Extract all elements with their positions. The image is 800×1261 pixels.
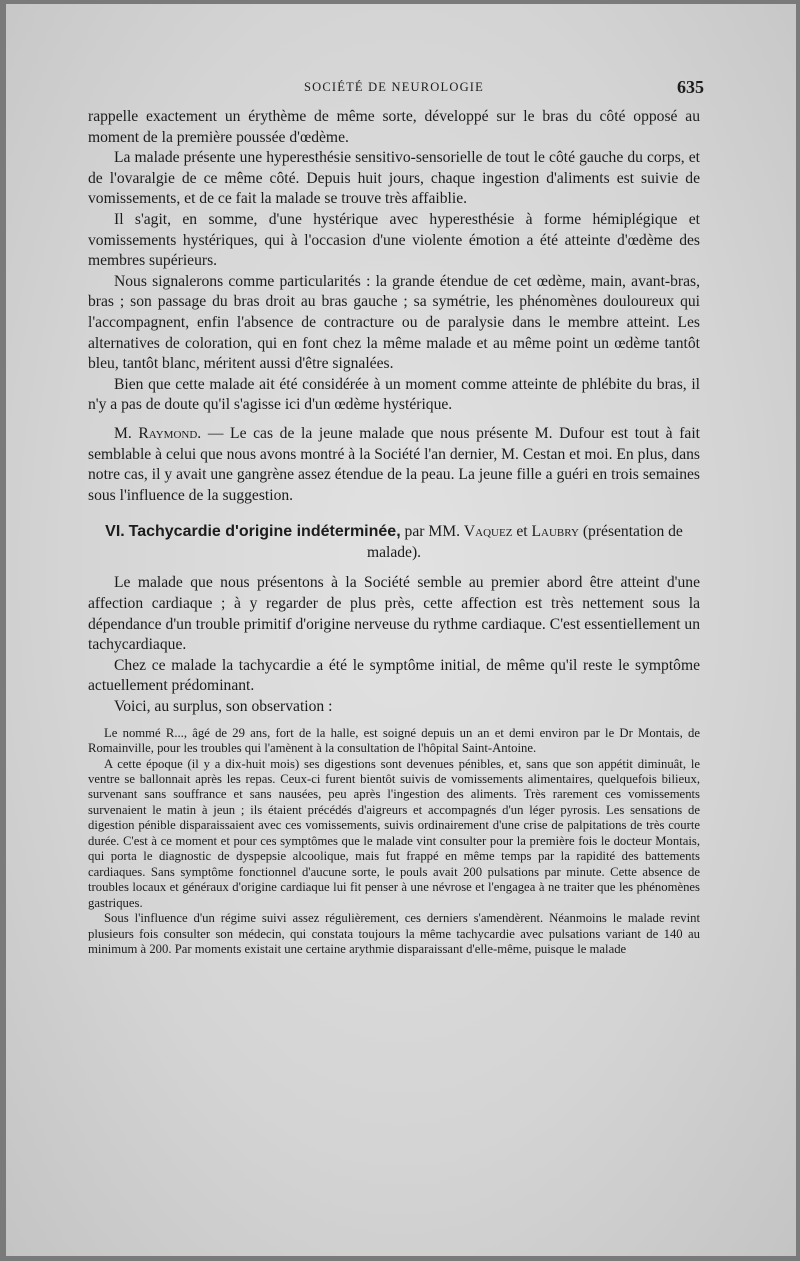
raymond-comment — [88, 424, 700, 506]
raymond-text: — Le cas de la jeune malade que nous présente M. Dufour est tout à fait semblable à celui que nous avons montré à la Société l'an dernier, M. Cestan et moi. En plus, dans notre cas, il y avait une gangrène assez étendue de la peau. La jeune fille a guéri en trois semaines sous l'influence de la suggestion. — [88, 424, 700, 504]
author-conjunction: et — [512, 523, 532, 541]
section-heading — [88, 522, 700, 563]
section-authors-prefix: par MM. — [400, 523, 464, 541]
author-name: Vaquez — [463, 523, 513, 541]
paragraph: Chez ce malade la tachycardie a été le symptôme initial, de même qu'il reste le symptôme actuellement prédominant. — [88, 656, 700, 695]
page — [6, 4, 796, 1256]
running-head: SOCIÉTÉ DE NEUROLOGIE — [303, 80, 485, 94]
observation-text — [88, 726, 700, 958]
observation-paragraph: A cette époque (il y a dix-huit mois) ses digestions sont devenues pénibles, et, sans que son appétit diminuât, le ventre se ballonnait après les repas. Ceux-ci furent bientôt suivis de vomissements alimentaires, quelquefois bilieux, survenant sans souffrance et sans nausées, peu après l'ingestion des aliments. Très rarement ces vomissements survenaient le matin à jeun ; ils étaient précédés d'aigreurs et accompagnés d'un léger pyrosis. Les sensations de digestion pénible disparaissaient avec ces vomissements, suivis ordinairement d'une crise de palpitations de très courte durée. C'est à ce moment et pour ces symptômes que le malade vint consulter pour la première fois le docteur Montais, qui porta le diagnostic de dyspepsie alcoolique, mais fut frappé en même temps par la rapidité des battements cardiaques. Sans symptôme fonctionnel d'aucune sorte, le pouls avait 200 pulsations par minute. Cette absence de troubles locaux et généraux d'origine cardiaque lui fit penser à une névrose et l'engagea à ne traiter que les phénomènes gastriques. — [88, 756, 700, 910]
page-header — [84, 77, 704, 99]
page-number: 635 — [677, 77, 704, 97]
section-number: VI. — [105, 523, 125, 541]
paragraph: rappelle exactement un érythème de même sorte, développé sur le bras du côté opposé au moment de la première poussée d'œdème. — [88, 108, 700, 146]
paragraph: Il s'agit, en somme, d'une hystérique avec hyperesthésie à forme hémiplégique et vomissements hystériques, qui à l'occasion d'une violente émotion a été atteinte d'œdème des membres supérieurs. — [88, 210, 700, 270]
observation-paragraph: Le nommé R..., âgé de 29 ans, fort de la halle, est soigné depuis un an et demi environ par le Dr Montais, de Romainville, pour les troubles qui l'amènent à la consultation de l'hôpital Saint-Antoine. — [88, 725, 700, 756]
section-body — [88, 573, 700, 717]
author-name: Laubry — [531, 523, 579, 541]
paragraph: La malade présente une hyperesthésie sensitivo-sensorielle de tout le côté gauche du corps, et de l'ovaralgie de ce même côté. Depuis huit jours, chaque ingestion d'aliments est suivie de vomissements, et de ce fait la malade se trouve très affaiblie. — [88, 149, 700, 208]
speaker-name: M. Raymond. — [114, 424, 202, 442]
paragraph: Bien que cette malade ait été considérée à un moment comme atteinte de phlébite du bras, il n'y a pas de doute qu'il s'agisse ici d'un œdème hystérique. — [88, 375, 700, 414]
observation-paragraph: Sous l'influence d'un régime suivi assez régulièrement, ces derniers s'amendèrent. Néanmoins le malade revint plusieurs fois consulter son médecin, qui constata toujours la même tachycardie avec pulsations variant de 140 au minimum à 200. Par moments existait une certaine arythmie disparaissant d'elle-même, puisque le malade — [88, 911, 700, 956]
section-title: Tachycardie d'origine indéterminée, — [128, 523, 401, 541]
section-note: (présentation de malade). — [366, 523, 683, 561]
text-block — [88, 107, 700, 957]
body-text — [88, 107, 700, 506]
paragraph: Le malade que nous présentons à la Société semble au premier abord être atteint d'une affection cardiaque ; à y regarder de plus près, cette affection est très nettement sous la dépendance d'un trouble primitif d'origine nerveuse du rythme cardiaque. C'est essentiellement un tachycardiaque. — [88, 574, 700, 654]
paragraph: Nous signalerons comme particularités : la grande étendue de cet œdème, main, avant-bras, bras ; son passage du bras droit au bras gauche ; sa symétrie, les phénomènes douloureux qui l'accompagnent, enfin l'absence de contracture ou de paralysie dans le membre atteint. Les alternatives de coloration, qui en font chez la même malade et au même point un œdème tantôt bleu, tantôt blanc, méritent aussi d'être signalées. — [88, 272, 700, 373]
paragraph: Voici, au surplus, son observation : — [114, 698, 333, 716]
